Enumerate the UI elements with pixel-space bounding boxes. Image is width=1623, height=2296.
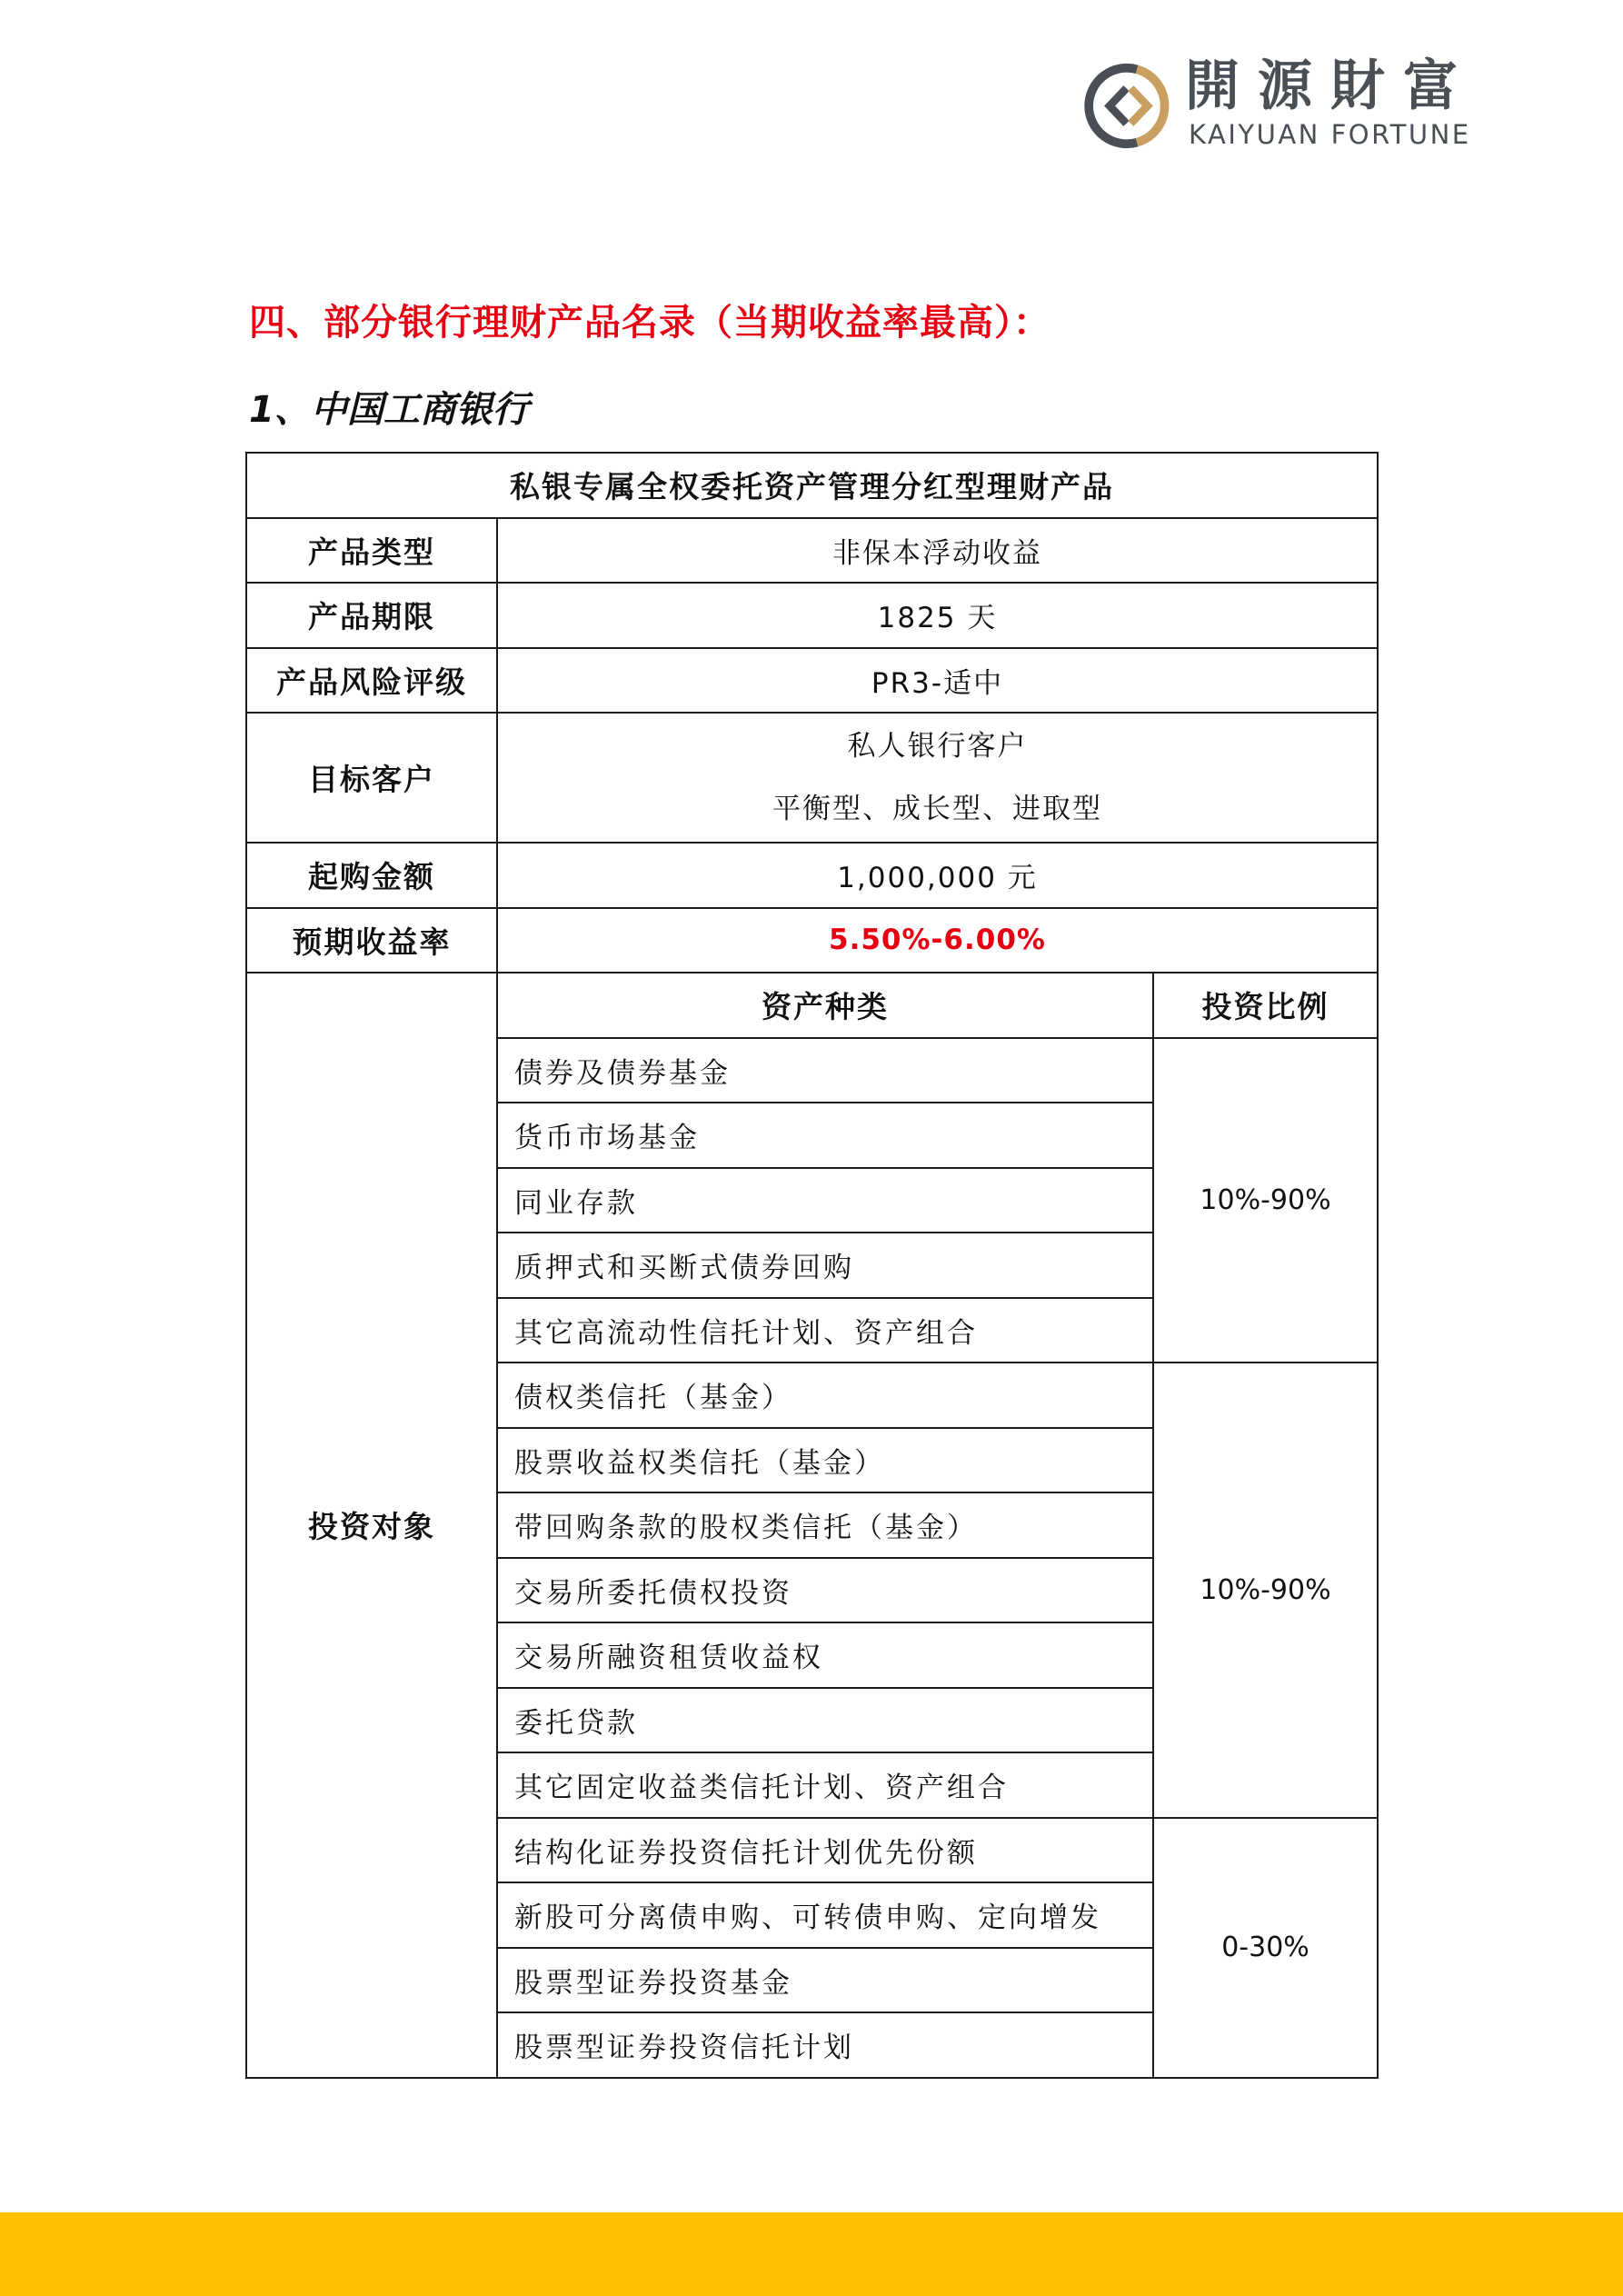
kaiyuan-logo-icon <box>1082 62 1170 150</box>
row-label-target-customer: 目标客户 <box>246 713 497 843</box>
row-label-risk-rating: 产品风险评级 <box>246 648 497 714</box>
asset-item: 货币市场基金 <box>497 1103 1153 1168</box>
row-value-risk-rating: PR3-适中 <box>497 648 1378 714</box>
asset-item: 带回购条款的股权类信托（基金） <box>497 1492 1153 1558</box>
ratio-header: 投资比例 <box>1153 973 1378 1038</box>
asset-item: 股票型证券投资基金 <box>497 1948 1153 2013</box>
row-value-target-customer <box>497 713 1378 843</box>
asset-item: 交易所融资租赁收益权 <box>497 1622 1153 1688</box>
table-title-row <box>246 453 1378 518</box>
logo-text-cn: 開源財富 <box>1185 55 1476 118</box>
table-row <box>246 713 1378 843</box>
row-label-term: 产品期限 <box>246 583 497 648</box>
asset-item: 结构化证券投资信托计划优先份额 <box>497 1818 1153 1883</box>
table-row <box>246 648 1378 714</box>
investment-label: 投资对象 <box>246 973 497 2078</box>
table-row <box>246 518 1378 584</box>
row-label-expected-return: 预期收益率 <box>246 908 497 973</box>
asset-type-header: 资产种类 <box>497 973 1153 1038</box>
row-value-product-type: 非保本浮动收益 <box>497 518 1378 584</box>
table-row <box>246 908 1378 973</box>
footer-band <box>0 2212 1623 2296</box>
table-row <box>246 583 1378 648</box>
asset-item: 债权类信托（基金） <box>497 1363 1153 1428</box>
row-label-product-type: 产品类型 <box>246 518 497 584</box>
target-customer-line: 平衡型、成长型、进取型 <box>772 792 1102 825</box>
asset-item: 新股可分离债申购、可转债申购、定向增发 <box>497 1882 1153 1948</box>
ratio-value: 10%-90% <box>1153 1038 1378 1363</box>
ratio-value: 10%-90% <box>1153 1363 1378 1818</box>
section-title: 四、部分银行理财产品名录（当期收益率最高）： <box>249 302 1050 344</box>
row-value-expected-return: 5.50%-6.00% <box>497 908 1378 973</box>
table-row <box>246 843 1378 908</box>
row-label-min-purchase: 起购金额 <box>246 843 497 908</box>
ratio-value: 0-30% <box>1153 1818 1378 2078</box>
asset-item: 股票型证券投资信托计划 <box>497 2012 1153 2078</box>
asset-item: 其它高流动性信托计划、资产组合 <box>497 1298 1153 1363</box>
investment-header-row <box>246 973 1378 1038</box>
product-table <box>245 452 1379 2079</box>
asset-item: 其它固定收益类信托计划、资产组合 <box>497 1752 1153 1818</box>
product-name: 私银专属全权委托资产管理分红型理财产品 <box>246 453 1378 518</box>
asset-item: 债券及债券基金 <box>497 1038 1153 1103</box>
asset-item: 委托贷款 <box>497 1688 1153 1753</box>
bank-subtitle: 1、中国工商银行 <box>249 389 529 431</box>
asset-item: 质押式和买断式债券回购 <box>497 1233 1153 1298</box>
row-value-term: 1825 天 <box>497 583 1378 648</box>
target-customer-line: 私人银行客户 <box>847 729 1028 763</box>
logo-text-en: KAIYUAN FORTUNE <box>1189 119 1471 150</box>
asset-item: 同业存款 <box>497 1168 1153 1233</box>
row-value-min-purchase: 1,000,000 元 <box>497 843 1378 908</box>
asset-item: 交易所委托债权投资 <box>497 1558 1153 1623</box>
asset-item: 股票收益权类信托（基金） <box>497 1428 1153 1493</box>
